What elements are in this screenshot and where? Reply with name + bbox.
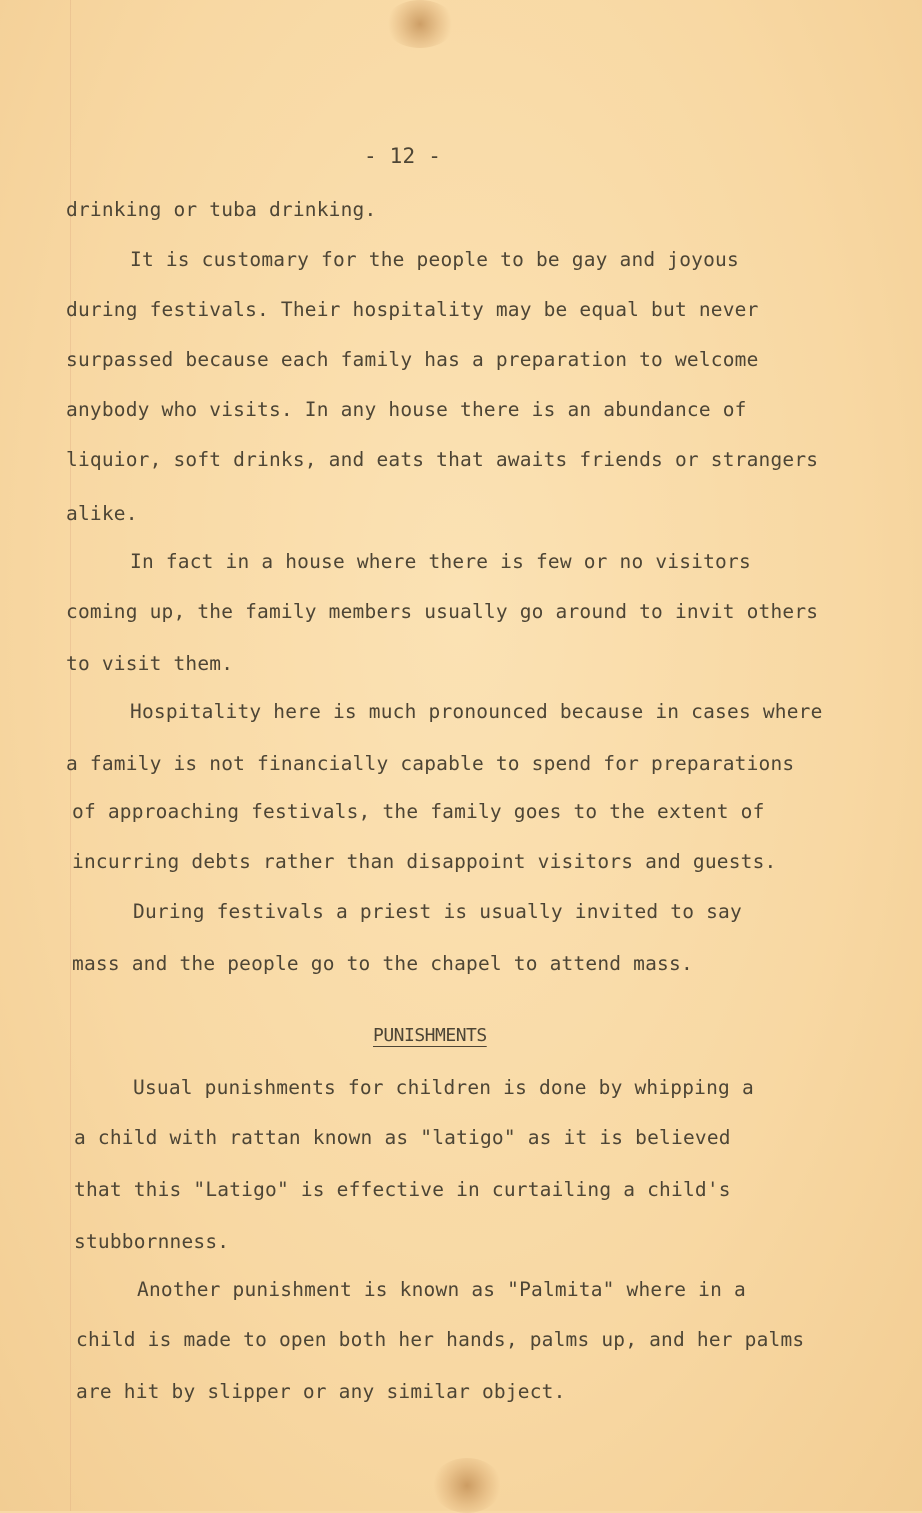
text-line: Hospitality here is much pronounced because in cases where <box>130 700 823 723</box>
text-line: anybody who visits. In any house there is an abundance of <box>66 398 747 421</box>
text-line: liquior, soft drinks, and eats that awaits friends or strangers <box>66 448 819 471</box>
text-line: a child with rattan known as "latigo" as it is believed <box>74 1126 731 1149</box>
text-line: stubbornness. <box>74 1230 230 1253</box>
text-line: mass and the people go to the chapel to attend mass. <box>72 952 693 975</box>
text-line: a family is not financially capable to spend for preparations <box>66 752 795 775</box>
text-line: alike. <box>66 502 138 525</box>
text-line: Usual punishments for children is done by whipping a <box>133 1076 754 1099</box>
text-line: In fact in a house where there is few or no visitors <box>130 550 751 573</box>
text-line: drinking or tuba drinking. <box>66 198 377 221</box>
text-line: of approaching festivals, the family goes to the extent of <box>72 800 765 823</box>
text-line: to visit them. <box>66 652 234 675</box>
text-line: incurring debts rather than disappoint visitors and guests. <box>72 850 777 873</box>
text-line: surpassed because each family has a preparation to welcome <box>66 348 759 371</box>
paper-stain-top <box>385 0 455 48</box>
page-number: - 12 - <box>364 144 442 168</box>
text-line: child is made to open both her hands, palms up, and her palms <box>76 1328 805 1351</box>
text-line: coming up, the family members usually go around to invit others <box>66 600 819 623</box>
text-line: are hit by slipper or any similar object. <box>76 1380 566 1403</box>
text-line: during festivals. Their hospitality may be equal but never <box>66 298 759 321</box>
text-line: that this "Latigo" is effective in curtailing a child's <box>74 1178 731 1201</box>
section-heading: PUNISHMENTS <box>373 1025 487 1046</box>
text-line: It is customary for the people to be gay and joyous <box>130 248 739 271</box>
text-line: Another punishment is known as "Palmita" where in a <box>137 1278 746 1301</box>
paper-stain-bottom <box>432 1458 502 1513</box>
text-line: During festivals a priest is usually invited to say <box>133 900 742 923</box>
